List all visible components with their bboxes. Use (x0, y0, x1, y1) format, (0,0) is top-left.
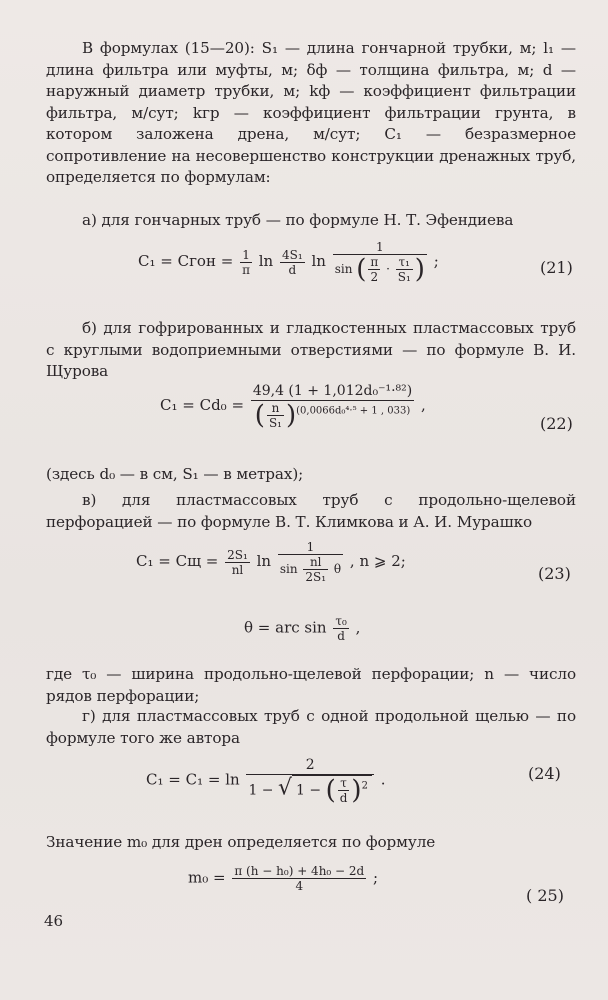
paragraph-item-a: а) для гончарных труб — по формуле Н. Т. Эфендиева (82, 211, 514, 229)
f22-n: n (271, 401, 280, 415)
f21-frac3-num: 1 (376, 240, 384, 254)
f21-sin: sin (334, 262, 353, 276)
f21-frac1-num: 1 (242, 247, 250, 262)
f24-denominator (246, 774, 374, 805)
f23-theta: θ (333, 562, 342, 576)
formula-22 (160, 382, 426, 430)
formula-21 (138, 240, 439, 284)
formula-22-lhs: C₁ = Cd₀ = (160, 396, 245, 414)
f23-ln: ln (256, 552, 272, 570)
f24-d: d (339, 791, 348, 805)
f24-tau: τ (340, 776, 347, 790)
f24-sqrt-sign: √ (277, 775, 293, 801)
f23-nl: nl (309, 555, 322, 569)
paragraph-where: где τ₀ — ширина продольно-щелевой перфорации; n — число рядов перфорации; (46, 665, 576, 705)
f24-radicand: 1 − ( $\frac{\tau}{d}$ )$^2$ (292, 775, 372, 805)
equation-number-22: (22) (540, 414, 573, 433)
f21-tau: τ₁ (398, 255, 410, 269)
f21-end: ; (433, 252, 439, 270)
f25-numerator: π (h − h₀) + 4h₀ − 2d (234, 864, 365, 878)
f23-frac1-num: 2S₁ (227, 547, 248, 562)
f24-end: . (380, 770, 386, 789)
f21-frac2-den: d (280, 262, 305, 277)
f24-inner: 1 − (296, 782, 322, 799)
f23-frac1-den: nl (225, 562, 250, 577)
formula-25 (188, 864, 378, 893)
formula-23-lhs: C₁ = Cщ = (136, 552, 219, 570)
f23b-end: , (355, 618, 361, 637)
paragraph-m0: Значение m₀ для дрен определяется по формуле (46, 833, 436, 851)
formula-23 (136, 540, 406, 584)
f22-numerator: 49,4 (1 + 1,012d₀⁻¹·⁸²) (252, 383, 413, 399)
f22-exponent: (0,0066d₀⁴·⁵ + 1 , 033) (296, 405, 411, 417)
f21-ln2: ln (311, 252, 326, 270)
f25-denominator: 4 (232, 878, 366, 893)
paragraph-item-b: б) для гофрированных и гладкостенных пластмассовых труб с круглыми водоприемными отверстиями — по формуле В. И. Щурова (46, 319, 576, 380)
f21-ln: ln (258, 252, 274, 270)
paragraph-units-note: (здесь d₀ — в см, S₁ — в метрах); (46, 465, 304, 483)
f22-s1: S₁ (268, 416, 282, 430)
f21-frac2-num: 4S₁ (282, 247, 303, 262)
paragraph-item-v: в) для пластмассовых труб с продольно-щелевой перфорацией — по формуле В. Т. Климкова и А. И. Мурашко (46, 491, 576, 531)
f23-2s1: 2S₁ (305, 570, 327, 584)
equation-number-21: (21) (540, 258, 573, 277)
paragraph-definitions: В формулах (15—20): S₁ — длина гончарной трубки, м; l₁ — длина фильтра или муфты, м; δф — толщина фильтра, м; d — наружный диаметр трубки, м; kф — коэффициент фильтрации фильтра, м/сут; kгр — коэффициент фильтрации грунта, в котором заложена дрена, м/сут; C₁ — безразмерное сопротивление на несовершенство конструкции дренажных труб, определяется по формулам: (46, 39, 576, 186)
equation-number-25: ( 25) (526, 886, 564, 905)
f24-numerator: 2 (305, 757, 315, 773)
f24-one-minus: 1 − (248, 782, 274, 799)
formula-23-theta (244, 614, 360, 643)
equation-number-24: (24) (528, 764, 561, 783)
f23-sin: sin (279, 562, 298, 576)
equation-number-23: (23) (538, 564, 571, 583)
f22-end: , (421, 396, 426, 414)
f22-denominator: ( $\frac{n}{\text{S₁}}$ )$^{(0,0066d_0^4\cdot^5 + 1 , 033)}$ (251, 400, 414, 430)
f23b-num: τ₀ (335, 614, 347, 628)
page-number: 46 (44, 912, 64, 930)
f23b-den: d (333, 628, 348, 643)
f24-square: 2 (361, 780, 368, 792)
f23b-lhs: θ = arc sin (244, 618, 327, 637)
formula-24 (146, 756, 386, 805)
f25-end: ; (373, 868, 379, 887)
f23-end: , n ⩾ 2; (349, 552, 406, 570)
f21-two: 2 (368, 269, 380, 284)
f23-frac2-den (278, 554, 343, 584)
f21-frac3-den: sin ( $\frac{\pi}{2}$ · $\frac{\text{τ₁}}{\text{S₁}}$ ) (334, 254, 425, 285)
paragraph-item-g: г) для пластмассовых труб с одной продольной щелью — по формуле того же автора (46, 707, 576, 747)
f21-pi: π (370, 255, 379, 269)
f23-frac2-num: 1 (306, 540, 315, 554)
f21-frac1-den: π (242, 262, 250, 277)
f21-s1: S₁ (397, 270, 411, 284)
formula-24-lhs: C₁ = C₁ = ln (146, 770, 240, 789)
formula-21-lhs: C₁ = Cгон = (138, 252, 234, 270)
formula-25-lhs: m₀ = (188, 868, 226, 887)
